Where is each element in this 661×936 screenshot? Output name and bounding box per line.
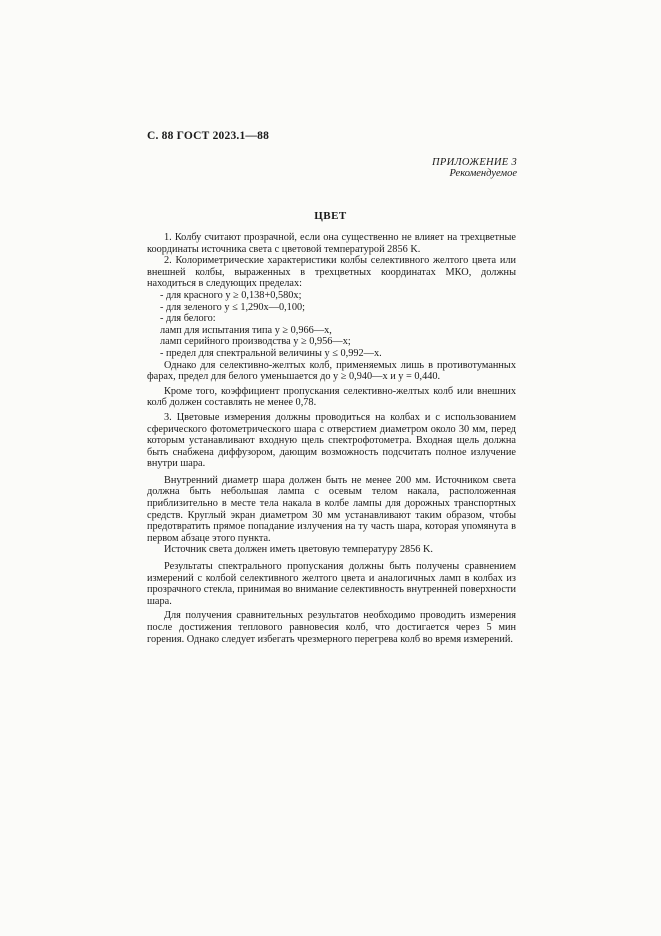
paragraph: 2. Колориметрические характеристики колбы селективного желтого цвета или внешней колбы, выраженных в трехцветных координатах МКО, должны находиться в следующих пределах:: [147, 255, 516, 290]
paragraph: Источник света должен иметь цветовую температуру 2856 K.: [164, 544, 433, 556]
list-item: ламп серийного производства y ≥ 0,956—x;: [160, 336, 351, 348]
paragraph: Кроме того, коэффициент пропускания селективно-желтых колб или внешних колб должен составлять не менее 0,78.: [147, 385, 516, 409]
list-item: ламп для испытания типа y ≥ 0,966—x,: [160, 324, 332, 336]
appendix-subtitle: Рекомендуемое: [449, 168, 517, 179]
list-item: - предел для спектральной величины y ≤ 0,992—x.: [160, 347, 382, 359]
paragraph: Однако для селективно-желтых колб, применяемых лишь в противотуманных фарах, предел для белого уменьшается до y ≥ 0,940—x и y = 0,440.: [147, 359, 516, 383]
appendix-label: [432, 157, 517, 179]
section-title: ЦВЕТ: [314, 210, 347, 222]
list-item: - для красного y ≥ 0,138+0,580x;: [160, 289, 302, 301]
document-body: [147, 232, 516, 645]
paragraph: 1. Колбу считают прозрачной, если она существенно не влияет на трехцветные координаты источника света с цветовой температурой 2856 K.: [147, 232, 516, 255]
page-header: С. 88 ГОСТ 2023.1—88: [147, 130, 270, 142]
list-item: - для зеленого y ≤ 1,290x—0,100;: [160, 301, 305, 313]
paragraph: Результаты спектрального пропускания должны быть получены сравнением измерений с колбой селективного желтого цвета и аналогичных ламп в колбах из прозрачного стекла, принимая во внимание селективность внутренней поверхности шара.: [147, 561, 516, 607]
paragraph: Внутренний диаметр шара должен быть не менее 200 мм. Источником света должна быть небольшая лампа с осевым телом накала, расположенная приблизительно в месте тела накала в колбе лампы для дорожных транспортных средств. Круглый экран диаметром 30 мм устанавливают таким образом, чтобы предотвратить прямое попадание излучения на ту часть шара, которая упомянута в первом абзаце этого пункта.: [147, 474, 516, 544]
list-item: - для белого:: [160, 313, 216, 325]
appendix-title: ПРИЛОЖЕНИЕ 3: [432, 157, 517, 168]
paragraph: 3. Цветовые измерения должны проводиться на колбах и с использованием сферического фотометрического шара с отверстием диаметром около 30 мм, перед которым устанавливают входную щель спектрофотометра. Входная щель должна быть снабжена диффузором, дающим возможность подсчитать полное излучение внутри шара.: [147, 411, 516, 470]
paragraph: Для получения сравнительных результатов необходимо проводить измерения после достижения теплового равновесия колб, что достигается через 5 мин горения. Однако следует избегать чрезмерного перегрева колб во время измерений.: [147, 610, 516, 645]
